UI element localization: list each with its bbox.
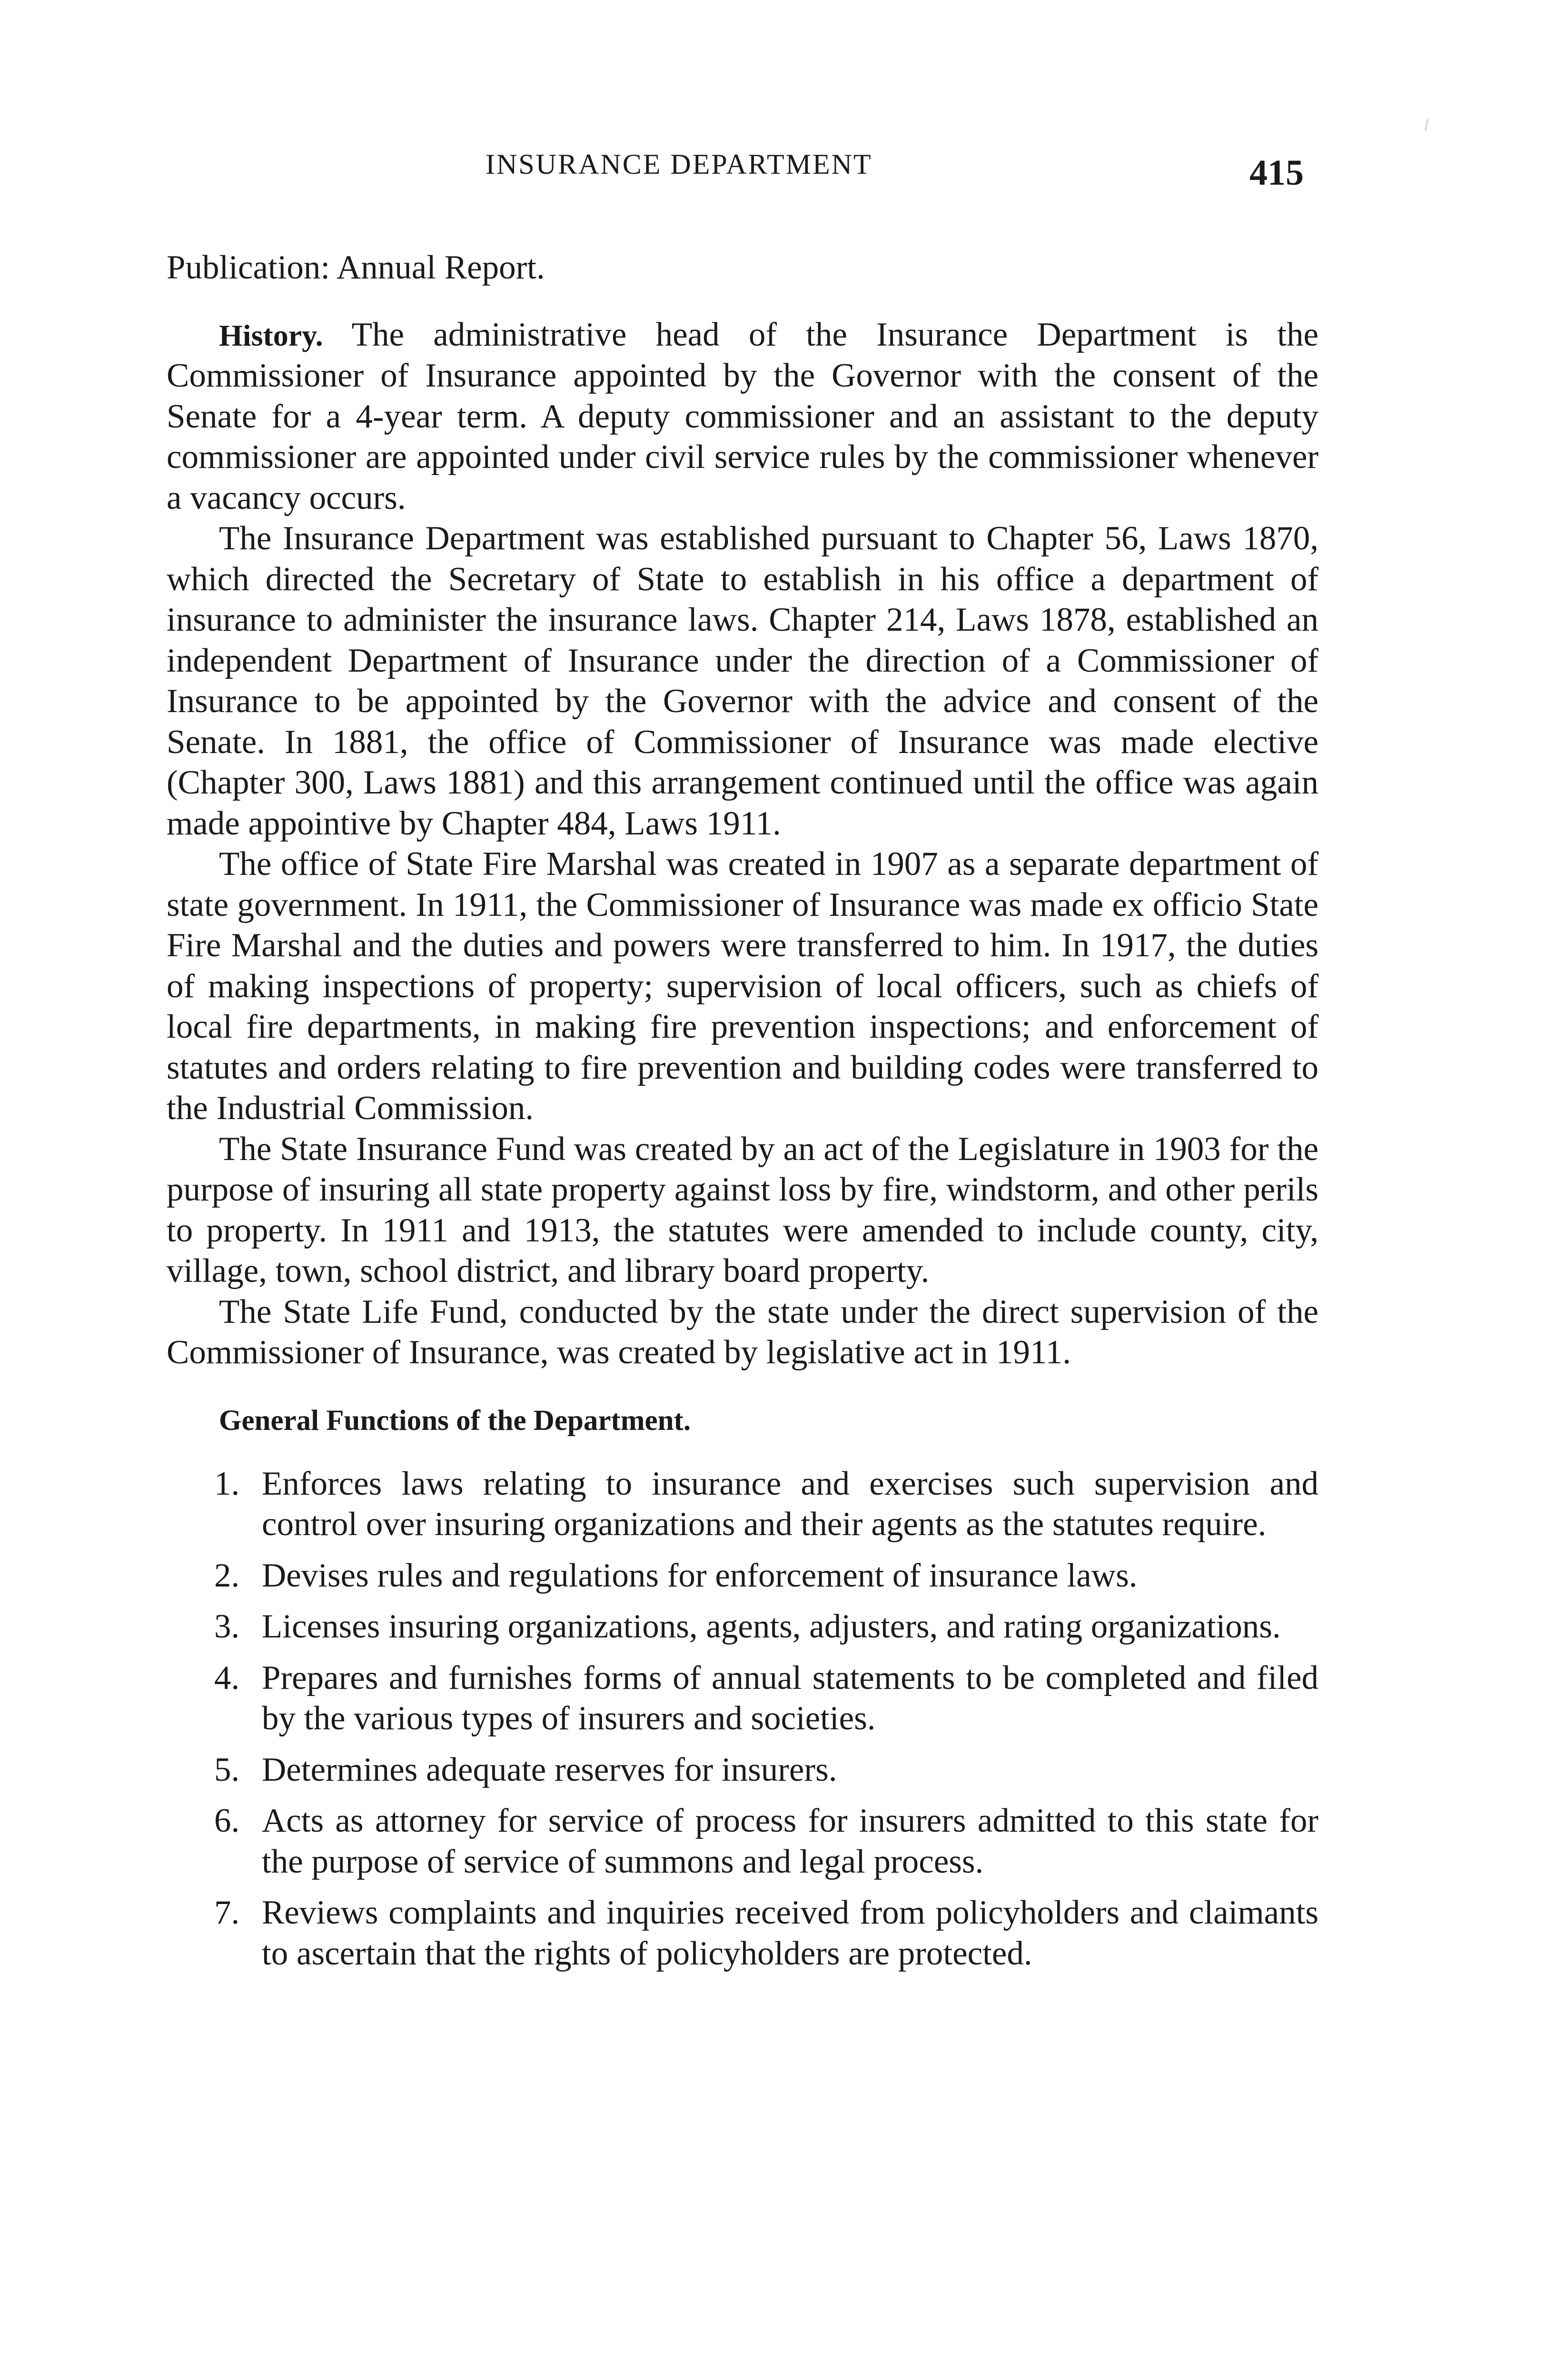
scan-mark <box>1424 119 1428 131</box>
functions-heading: General Functions of the Department. <box>219 1404 691 1437</box>
function-number: 7. <box>214 1894 240 1931</box>
function-item <box>167 1750 1318 1791</box>
history-paragraph-2: The Insurance Department was established pursuant to Chapter 56, Laws 1870, which directed the Secretary of State to establish in his office a department of insurance to administer the insurance laws. Chapter 214, Laws 1878, established an independent Department of Insurance under the direction of a Commissioner of Insurance to be appointed by the Governor with the advice and consent of the Senate. In 1881, the office of Commissioner of Insurance was made elective (Chapter 300, Laws 1881) and this arrangement continued until the office was again made appointive by Chapter 484, Laws 1911. <box>167 520 1318 842</box>
function-text: Prepares and furnishes forms of annual statements to be completed and filed by the various types of insurers and societies. <box>262 1659 1318 1737</box>
history-paragraph-4: The State Insurance Fund was created by an act of the Legislature in 1903 for the purpose of insuring all state property against loss by fire, windstorm, and other perils to property. In 1911 and 1913, the statutes were amended to include county, city, village, town, school district, and library board property. <box>167 1130 1318 1289</box>
function-text: Acts as attorney for service of process for insurers admitted to this state for the purpose of service of summons and legal process. <box>262 1802 1318 1880</box>
function-text: Determines adequate reserves for insurers. <box>262 1751 837 1788</box>
page-number: 415 <box>1249 153 1304 193</box>
function-text: Devises rules and regulations for enforcement of insurance laws. <box>262 1557 1138 1594</box>
function-text: Enforces laws relating to insurance and exercises such supervision and control over insuring organizations and their agents as the statutes require. <box>262 1465 1318 1543</box>
function-item <box>167 1801 1318 1882</box>
history-paragraph-1-text: The administrative head of the Insurance Department is the Commissioner of Insurance appointed by the Governor with the consent of the Senate for a 4-year term. A deputy commissioner and an assistant to the deputy commissioner are appointed under civil service rules by the commissioner whenever a vacancy occurs. <box>167 316 1318 516</box>
function-number: 6. <box>214 1802 240 1839</box>
function-number: 3. <box>214 1608 240 1645</box>
function-item <box>167 1556 1318 1597</box>
function-item <box>167 1893 1318 1974</box>
function-number: 1. <box>214 1465 240 1502</box>
function-text: Licenses insuring organizations, agents, adjusters, and rating organizations. <box>262 1608 1281 1645</box>
functions-list <box>167 1464 1318 1974</box>
function-number: 2. <box>214 1557 240 1594</box>
body-text <box>167 248 1318 1984</box>
publication-line: Publication: Annual Report. <box>167 249 545 286</box>
function-text: Reviews complaints and inquiries received from policyholders and claimants to ascertain that the rights of policyholders are protected. <box>262 1894 1318 1972</box>
function-item <box>167 1464 1318 1545</box>
function-item <box>167 1606 1318 1647</box>
function-number: 4. <box>214 1659 240 1696</box>
history-heading: History. <box>219 318 323 352</box>
running-head: INSURANCE DEPARTMENT <box>486 149 872 180</box>
function-number: 5. <box>214 1751 240 1788</box>
history-paragraph-1 <box>167 315 1318 519</box>
history-paragraph-5: The State Life Fund, conducted by the state under the direct supervision of the Commissioner of Insurance, was created by legislative act in 1911. <box>167 1293 1318 1371</box>
history-paragraph-3: The office of State Fire Marshal was created in 1907 as a separate department of state government. In 1911, the Commissioner of Insurance was made ex officio State Fire Marshal and the duties and powers were transferred to him. In 1917, the duties of making inspections of property; supervision of local officers, such as chiefs of local fire departments, in making fire prevention inspections; and enforcement of statutes and orders relating to fire prevention and building codes were transferred to the Industrial Commission. <box>167 845 1318 1127</box>
function-item <box>167 1658 1318 1739</box>
